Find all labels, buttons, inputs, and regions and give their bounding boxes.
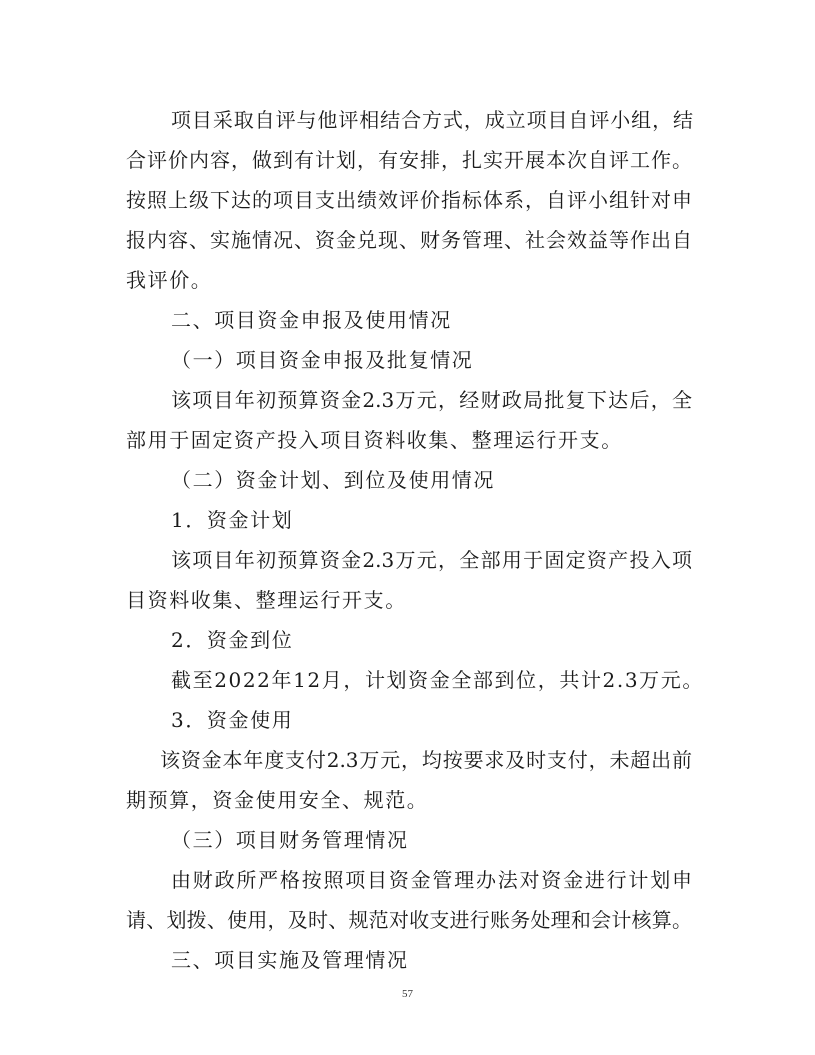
subsection-heading: （三）项目财务管理情况	[171, 828, 409, 852]
paragraph-line: 由财政所严格按照项目资金管理办法对资金进行计划申	[171, 868, 692, 892]
paragraph-line: 项目采取自评与他评相结合方式，成立项目自评小组，结	[171, 108, 693, 132]
page-number: 57	[402, 988, 413, 1000]
paragraph-line: 该项目年初预算资金2.3万元，经财政局批复下达后，全	[171, 388, 692, 412]
paragraph-line: 我评价。	[126, 268, 213, 292]
section-heading: 二、项目资金申报及使用情况	[171, 308, 452, 332]
item-heading: 1．资金计划	[171, 508, 294, 532]
paragraph-line: 请、划拨、使用，及时、规范对收支进行账务处理和会计核算。	[126, 908, 692, 932]
paragraph-line: 该项目年初预算资金2.3万元，全部用于固定资产投入项	[171, 548, 692, 572]
subsection-heading: （一）项目资金申报及批复情况	[171, 348, 474, 372]
item-heading: 3．资金使用	[171, 708, 294, 732]
paragraph-line: 报内容、实施情况、资金兑现、财务管理、社会效益等作出自	[126, 228, 692, 252]
item-heading: 2．资金到位	[171, 628, 294, 652]
paragraph-line: 期预算，资金使用安全、规范。	[126, 788, 429, 812]
paragraph-line: 该资金本年度支付2.3万元，均按要求及时支付，未超出前	[160, 748, 692, 772]
section-heading: 三、项目实施及管理情况	[171, 948, 409, 972]
paragraph-line: 部用于固定资产投入项目资料收集、整理运行开支。	[126, 428, 623, 452]
paragraph-line: 合评价内容，做到有计划，有安排，扎实开展本次自评工作。	[126, 148, 692, 172]
paragraph-line: 截至2022年12月，计划资金全部到位，共计2.3万元。	[171, 668, 704, 692]
paragraph-line: 按照上级下达的项目支出绩效评价指标体系，自评小组针对申	[126, 188, 692, 212]
paragraph-line: 目资料收集、整理运行开支。	[126, 588, 407, 612]
subsection-heading: （二）资金计划、到位及使用情况	[171, 468, 495, 492]
